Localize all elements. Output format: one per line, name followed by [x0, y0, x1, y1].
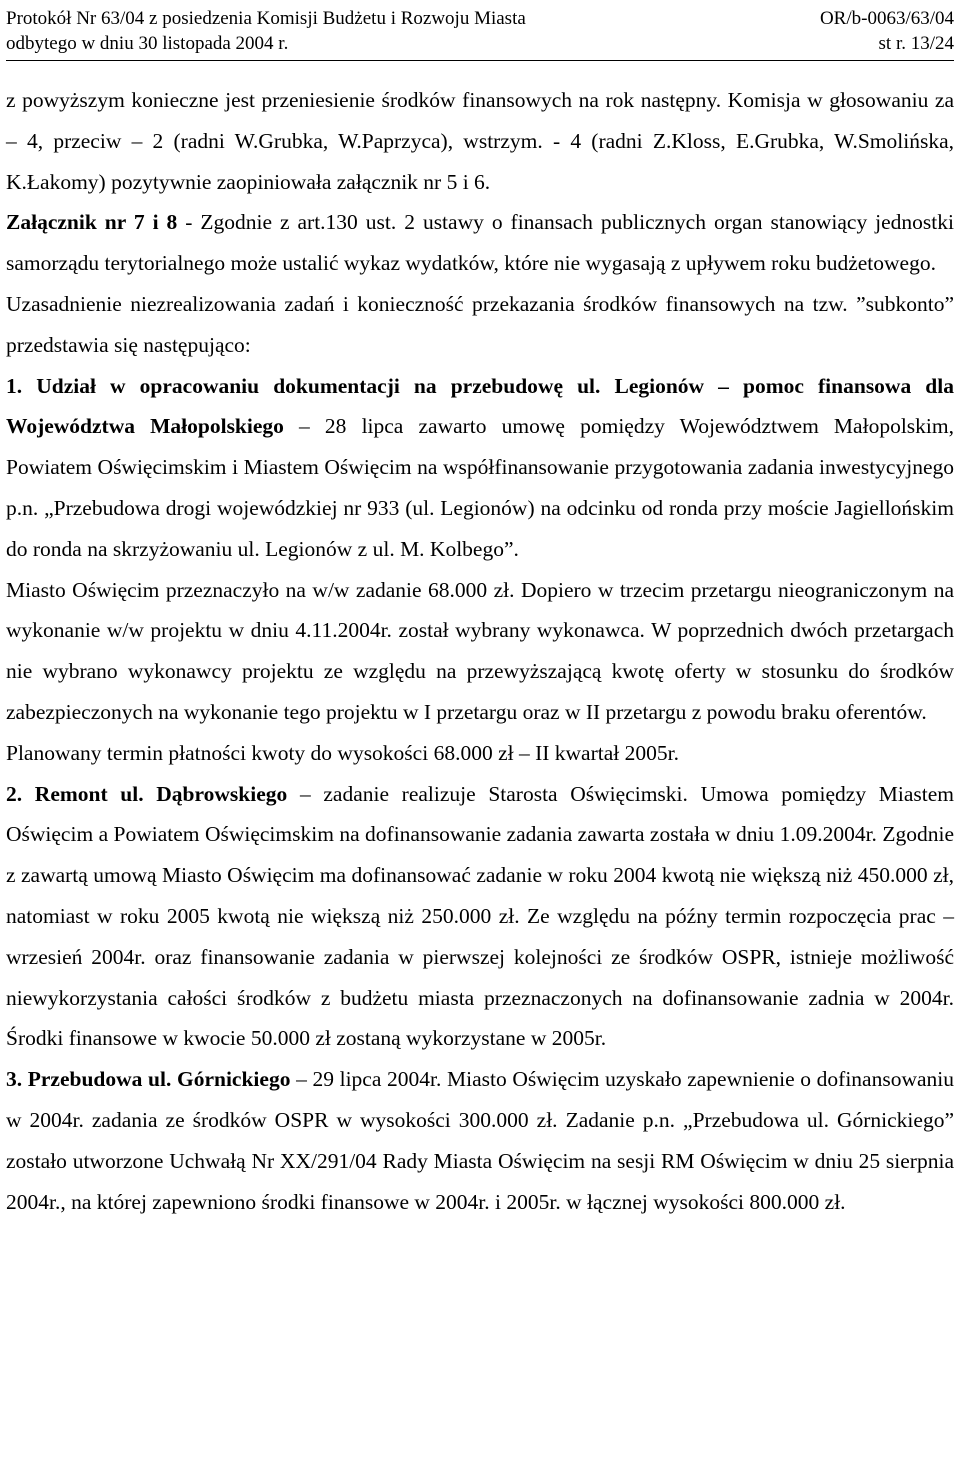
item-1: [6, 366, 954, 570]
paragraph-2-heading: Załącznik nr 7 i 8: [6, 210, 178, 235]
header-row-1: [6, 6, 954, 31]
item-3-text: – 29 lipca 2004r. Miasto Oświęcim uzyskało zapewnienie o dofinansowaniu w 2004r. zadania ze środków OSPR w wysokości 300.000 zł. Zadanie p.n. „Przebudowa ul. Górnickiego” zostało utworzone Uchwałą Nr XX/291/04 Rady Miasta Oświęcim na sesji RM Oświęcim w dniu 25 sierpnia 2004r., na której zapewniono środki finansowe w 2004r. i 2005r. w łącznej wysokości 800.000 zł.: [6, 1067, 954, 1214]
item-1-paragraph-b: Planowany termin płatności kwoty do wysokości 68.000 zł – II kwartał 2005r.: [6, 740, 679, 765]
header-rule: [6, 60, 954, 61]
item-2: [6, 774, 954, 1060]
item-1-heading: 1. Udział w opracowaniu dokumentacji na przebudowę ul. Legionów – pomoc finansowa dla Województwa Małopolskiego: [6, 373, 954, 439]
paragraph-2: [6, 202, 954, 284]
document-body: [6, 80, 954, 1222]
item-2-heading: 2. Remont ul. Dąbrowskiego: [6, 781, 288, 806]
header-page-number: st r. 13/24: [878, 33, 954, 54]
header-title-line1: Protokół Nr 63/04 z posiedzenia Komisji Budżetu i Rozwoju Miasta: [6, 8, 526, 29]
paragraph-1: z powyższym konieczne jest przeniesienie środków finansowych na rok następny. Komisja w głosowaniu za – 4, przeciw – 2 (radni W.Grubka, W.Paprzyca), wstrzym. - 4 (radni Z.Kloss, E.Grubka, W.Smolińska, K.Łakomy) pozytywnie zaopiniowała załącznik nr 5 i 6.: [6, 88, 954, 194]
header-row-2: [6, 31, 954, 56]
item-1-text: – 28 lipca zawarto umowę pomiędzy Województwem Małopolskim, Powiatem Oświęcimskim i Miastem Oświęcim na współfinansowanie przygotowania zadania inwestycyjnego p.n. „Przebudowa drogi wojewódzkiej nr 933 (ul. Legionów) na odcinku od ronda przy moście Jagiellońskim do ronda na skrzyżowaniu ul. Legionów z ul. M. Kolbego”.: [6, 414, 954, 561]
paragraph-2-text: - Zgodnie z art.130 ust. 2 ustawy o finansach publicznych organ stanowiący jednostki samorządu terytorialnego może ustalić wykaz wydatków, które nie wygasają z upływem roku budżetowego.: [6, 210, 954, 276]
page-header: [6, 6, 954, 56]
paragraph-3: Uzasadnienie niezrealizowania zadań i konieczność przekazania środków finansowych na tzw. ”subkonto” przedstawia się następująco:: [6, 291, 954, 357]
header-ref: OR/b-0063/63/04: [819, 8, 954, 29]
item-3: [6, 1059, 954, 1222]
item-2-text: – zadanie realizuje Starosta Oświęcimski. Umowa pomiędzy Miastem Oświęcim a Powiatem Oświęcimskim na dofinansowanie zadania zawarta została w dniu 1.09.2004r. Zgodnie z zawartą umową Miasto Oświęcim ma dofinansować zadanie w roku 2004 kwotą nie większą niż 450.000 zł, natomiast w roku 2005 kwotą nie większą niż 250.000 zł. Ze względu na późny termin rozpoczęcia prac – wrzesień 2004r. oraz finansowanie zadania w pierwszej kolejności ze środków OSPR, istnieje możliwość niewykorzystania całości środków z budżetu miasta przeznaczonych na dofinansowanie zadnia w 2004r. Środki finansowe w kwocie 50.000 zł zostaną wykorzystane w 2005r.: [6, 781, 954, 1051]
item-3-heading: 3. Przebudowa ul. Górnickiego: [6, 1067, 291, 1092]
item-1-paragraph-a: Miasto Oświęcim przeznaczyło na w/w zadanie 68.000 zł. Dopiero w trzecim przetargu nieograniczonym na wykonanie w/w projektu w dniu 4.11.2004r. został wybrany wykonawca. W poprzednich dwóch przetargach nie wybrano wykonawcy projektu ze względu na przewyższającą kwotę oferty w stosunku do środków zabezpieczonych na wykonanie tego projektu w I przetargu oraz w II przetargu z powodu braku oferentów.: [6, 577, 954, 724]
header-title-line2: odbytego w dniu 30 listopada 2004 r.: [6, 33, 289, 54]
